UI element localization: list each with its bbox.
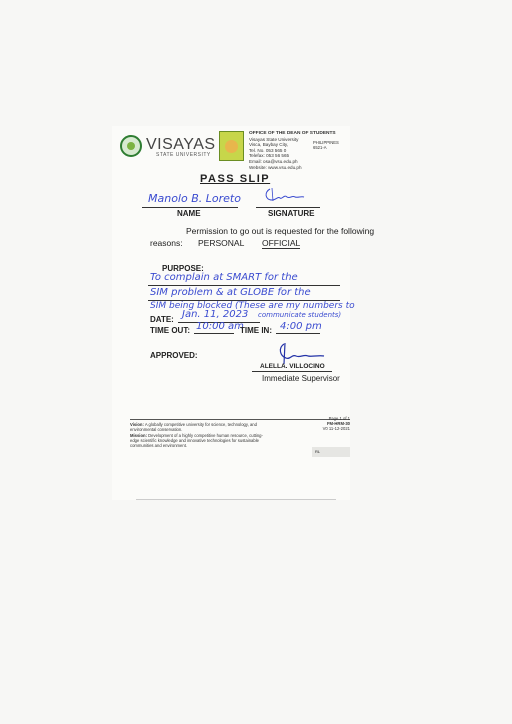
office-line: Visayas State University [249,136,299,142]
approved-label: APPROVED: [150,351,198,360]
purpose-line-1: To complain at SMART for the [150,272,298,283]
footer-rule [130,419,350,420]
scan-line [136,499,336,500]
name-line [142,207,238,208]
office-postal: 6521-A [313,145,327,150]
time-out-label: TIME OUT: [150,326,190,335]
permission-text: Permission to go out is requested for the following [186,226,375,236]
purpose-rule [148,285,340,286]
reason-official: OFFICIAL [262,238,301,248]
purpose-line-3: SIM being blocked (These are my numbers to [150,301,355,311]
time-in-label: TIME IN: [240,326,272,335]
office-line: Website: www.vsu.edu.ph [249,164,302,170]
office-country: PHILIPPINES [313,140,339,145]
reasons-label: reasons: [150,238,183,248]
office-address-block [249,131,349,170]
purpose-label: PURPOSE: [162,264,204,273]
signature-line [256,207,320,208]
office-line: Email: osa@vsu.edu.ph [249,158,298,164]
mission-block [130,433,270,448]
time-out-value: 10:00 am [196,321,244,332]
footer-meta [318,416,350,431]
date-label: DATE: [150,315,174,324]
page-number: Page 1 of 1 [328,416,350,421]
revision: V0 11-12-2021 [322,426,350,431]
university-name: VISAYAS [146,136,216,153]
purpose-note: communicate students) [258,311,342,319]
form-code: FM-HRM-30 [326,421,350,426]
office-line: Telefax: 053 56 565 [249,153,290,159]
mission-text: Development of a highly competitive human resource, cutting-edge scientific knowledge and innovative technologies for sustainable communities and environment. [130,433,263,448]
purpose-line-2: SIM problem & at GLOBE for the [150,287,311,298]
vision-block [130,422,260,432]
approver-name: ALELLA. VILLOCINO [260,363,325,370]
name-value: Manolo B. Loreto [148,192,241,205]
vision-text: A globally competitive university for science, technology, and environmental conservation. [130,422,257,432]
office-country-block [313,140,339,150]
university-seal-icon [120,135,142,157]
date-value: Jan. 11, 2023 [182,309,249,320]
signature-scribble [262,186,306,204]
approver-title: Immediate Supervisor [262,374,340,383]
time-in-value: 4:00 pm [280,321,322,332]
time-in-line [276,333,320,334]
approver-line [252,371,332,372]
time-out-line [194,333,234,334]
form-title: PASS SLIP [200,173,271,185]
office-line: Tel. No. 053 565 0 [249,147,287,153]
office-line: Visca, Baybay City, [249,142,289,148]
signature-label: SIGNATURE [268,209,315,218]
office-seal-icon [219,131,244,161]
university-subtitle: STATE UNIVERSITY [156,152,211,158]
mission-label: Mission: [130,433,147,438]
control-box: RL [312,447,350,457]
vision-label: Vision: [130,422,144,427]
name-label: NAME [177,209,201,218]
reason-personal: PERSONAL [198,238,245,248]
office-heading: OFFICE OF THE DEAN OF STUDENTS [249,131,336,136]
